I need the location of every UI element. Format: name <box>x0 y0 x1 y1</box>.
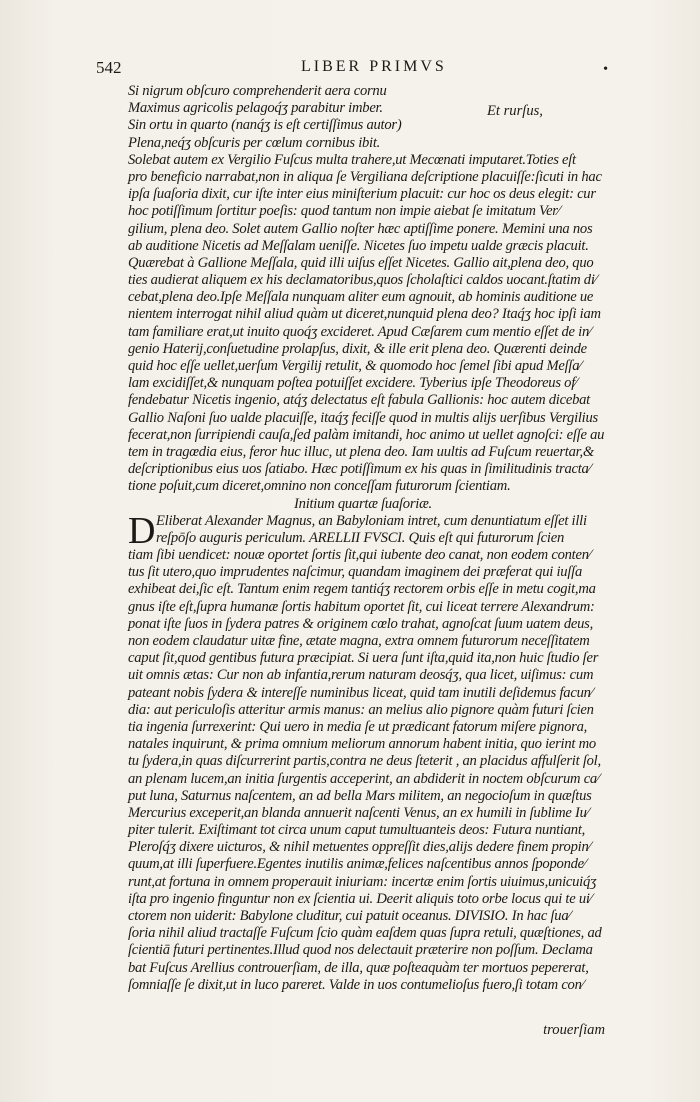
text-line: pro beneficio narrabat,non in aliqua ſe Vergiliana deſcriptione placuiſſe:ſicuti in hac <box>128 168 602 185</box>
ornament-mark: • <box>603 62 608 77</box>
text-line: nientem interrogat nihil aliud quàm ut diceret,nunquid plena deo? Itaq́ʒ hoc ipſi iam <box>128 306 601 323</box>
text-line: piter tulerit. Exiſtimant tot circa unum caput tumultuanteis deos: Futura nuntiant, <box>128 822 586 839</box>
text-line: non eodem claudatur uitæ fine, ætate magna, extra omnem futurorum neceſſitatem <box>128 633 590 649</box>
text-line: natales inquirunt, & prima omnium meliorum annorum habent initia, quo ierint mo <box>128 736 596 753</box>
text-line: ſoria nihil aliud tractaſſe Fuſcum ſcio quàm eaſdem quas ſupra retuli, quæſtiones, ad <box>128 925 602 942</box>
text-line: put luna, Saturnus naſcentem, an ad bella Mars militem, an negocioſum in quæſtus <box>128 787 592 804</box>
text-line: pateant nobis ſydera & intereſſe numinibus liceat, quid tam inutili deſidemus facun⁄ <box>128 684 593 701</box>
text-line: deſcriptionibus eius uos ſatiabo. Hæc potiſſimum ex his quas in ſimilitudinis tracta⁄ <box>128 461 591 478</box>
text-line: tus ſit utero,quo imprudentes naſcimur, quandam imaginem dei præferat qui iuſſa <box>128 564 582 581</box>
text-line: caput ſit,quod gentibus futura præcipiat. Si uera ſunt iſta,quid ita,non huic ſtudio ſer <box>128 650 599 667</box>
dropcap-paragraph <box>128 509 598 552</box>
page-header <box>96 58 608 78</box>
text-line: tu ſydera,in quas diſcurrerint partis,contra ne deus ſteterit , an placidus affulſerit ſol, <box>128 753 601 770</box>
text-line: reſpōſo auguris periculum. ARELLII FVSCI. Quis eſt qui futurorum ſcien <box>156 529 564 546</box>
text-line: Solebat autem ex Vergilio Fuſcus multa trahere,ut Mecœnati imputaret.Toties eſt <box>128 151 576 168</box>
text-line: ipſa ſuaſoria dixit, cur iſte inter eius miniſterium placuit: cur hoc os deus elegit: cur <box>128 186 596 203</box>
text-line: uit omnis ætas: Cur non ab infantia,rerum naturam deosq́ʒ, qua licet, uiſimus: cum <box>128 667 594 684</box>
text-line: fendebatur Nicetis ingenio, atq́ʒ delectatus eſt fabula Gallionis: hoc autem dicebat <box>128 392 590 409</box>
text-line: Quærebat à Gallione Meſſala, quid illi uiſus eſſet Nicetes. Gallio ait,plena deo, quo <box>128 254 594 271</box>
text-line: bat Fuſcus Arellius controuerſiam, de illa, quæ poſteaquàm ter mortuos pepererat, <box>128 959 589 976</box>
marginal-aside: Et rurſus, <box>487 103 543 119</box>
catchword: trouerſiam <box>543 1022 605 1038</box>
text-line: ponat iſte ſuos in ſydera patres & originem cœlo trahat, agnoſcat ſuum uatem deus, <box>128 615 593 632</box>
text-line: fecerat,non ſurripiendi cauſa,ſed palàm imitandi, hoc animo ut uellet agnoſci: eſſe au <box>128 426 605 443</box>
text-line: hoc potiſſimum ſortitur poeſis: quod tantum non impie aiebat ſe imitatum Ver⁄ <box>128 203 560 220</box>
main-text <box>128 83 605 994</box>
text-line: tiam ſibi uendicet: nouæ oportet ſortis ſit,qui iubente deo canat, non eodem conten⁄ <box>128 547 591 564</box>
text-line: ſomniaſſe ſe dixit,ut in luco pareret. Valde in uos contumelioſus fuero,ſi totam con⁄ <box>128 976 584 993</box>
text-line: quid hoc eſſe uellet,uerſum Vergilij retulit, & quomodo hoc ſemel ſibi apud Meſſa⁄ <box>128 358 582 374</box>
text-block-1 <box>128 83 605 496</box>
page-number: 542 <box>96 58 122 77</box>
text-line: gnus iſte eſt,ſupra humanæ ſortis habitum oportet ſit, cui liceat terrere Alexandrum: <box>128 598 595 615</box>
text-line: iſta pro ingenio finguntur non ex ſcientia ui. Deerit aliquis toto orbe locus qui te ui⁄ <box>128 890 592 907</box>
text-line: Mercurius exceperit,an blanda annuerit naſcenti Venus, an ex humili in ſublime Iu⁄ <box>128 804 589 821</box>
text-line: runt,at fortuna in omnem properauit iniuriam: incertæ enim ſortis uiuimus,unicuiq́ʒ <box>128 873 597 890</box>
text-line: Gallio Naſoni ſuo ualde placuiſſe, itaq́ʒ feciſſe quod in multis alijs uerſibus Vergilius <box>128 409 598 426</box>
text-line: ctorem non uiderit: Babylone cluditur, cui patuit oceanus. DIVISIO. In hac ſua⁄ <box>128 908 571 924</box>
text-line: ab auditione Nicetis ad Meſſalam ueniſſe. Nicetes ſuo impetu ualde græcis placuit. <box>128 237 589 254</box>
text-line: gilium, plena deo. Solet autem Gallio noſter hæc aptiſſime ponere. Memini una nos <box>128 220 593 237</box>
text-line: Plena,neq́ʒ obſcuris per cœlum cornibus ibit. <box>128 134 381 151</box>
text-line: tia ingenia ſurrexerint: Qui uero in media ſe ut prædicant fatorum miſere pignora, <box>128 718 588 735</box>
text-line: Maximus agricolis pelagoq́ʒ parabitur imber. <box>128 100 383 117</box>
text-line: tione poſuit,cum diceret,omnino non conceſſam futurorum ſcientiam. <box>128 478 511 495</box>
text-line: genio Haterij,conſuetudine prolapſus, dixit, & ille erit plena deo. Quærenti deinde <box>128 340 587 357</box>
drop-cap-initial: D <box>128 509 156 552</box>
text-line: tem in tragœdia eius, feror huc illuc, ut plena deo. Iam uultis ad Fuſcum reuertar,& <box>128 443 594 460</box>
text-line: ſcientiā futuri pertinentes.Illud quod nos delectauit præterire non poſſum. Declama <box>128 942 593 959</box>
text-line: Pleroſq́ʒ dixere uicturos, & nihil metuentes oppreſſit dies,alijs dedere finem propin⁄ <box>128 839 591 856</box>
text-line: Sin ortu in quarto (nanq́ʒ is eſt certiſſimus autor) <box>128 117 402 134</box>
text-block-2 <box>128 547 602 994</box>
text-line: an plenam lucem,an initia ſurgentis acceperint, an abdiderit in noctem obſcurum ca⁄ <box>128 770 600 787</box>
text-line: cebat,plena deo.Ipſe Meſſala nunquam aliter eum agnouit, ab hominis auditione ue <box>128 289 594 306</box>
text-line: ties audierat aliquem ex his declamatoribus,quos ſcholaſtici caldos uocant.ſtatim di⁄ <box>128 272 597 289</box>
text-line: quum,at illi ſuperfuere.Egentes inutilis animæ,felices naſcentibus annos ſpoponde⁄ <box>128 856 587 873</box>
text-line: exhibeat dei,ſic eſt. Tantum enim regem tantiq́ʒ rectorem orbis eſſe in metu cogit,ma <box>128 581 596 598</box>
text-line: Eliberat Alexander Magnus, an Babyloniam intret, cum denuntiatum eſſet illi <box>156 512 587 529</box>
text-line: Si nigrum obſcuro comprehenderit aera cornu <box>128 83 387 99</box>
text-line: tam familiare erat,ut inuito quoq́ʒ excideret. Apud Cæſarem cum mentio eſſet de in⁄ <box>128 323 592 340</box>
running-title: LIBER PRIMVS <box>301 58 447 75</box>
text-line: dia: aut periculoſis atteritur armis manus: an melius alio pignore quàm futuri ſcien <box>128 701 594 718</box>
text-line: lam excidiſſet,& nunquam poſtea potuiſſet excidere. Tyberius ipſe Theodoreus of⁄ <box>128 375 578 392</box>
section-heading: Initium quartæ ſuaſoriæ. <box>294 495 432 512</box>
